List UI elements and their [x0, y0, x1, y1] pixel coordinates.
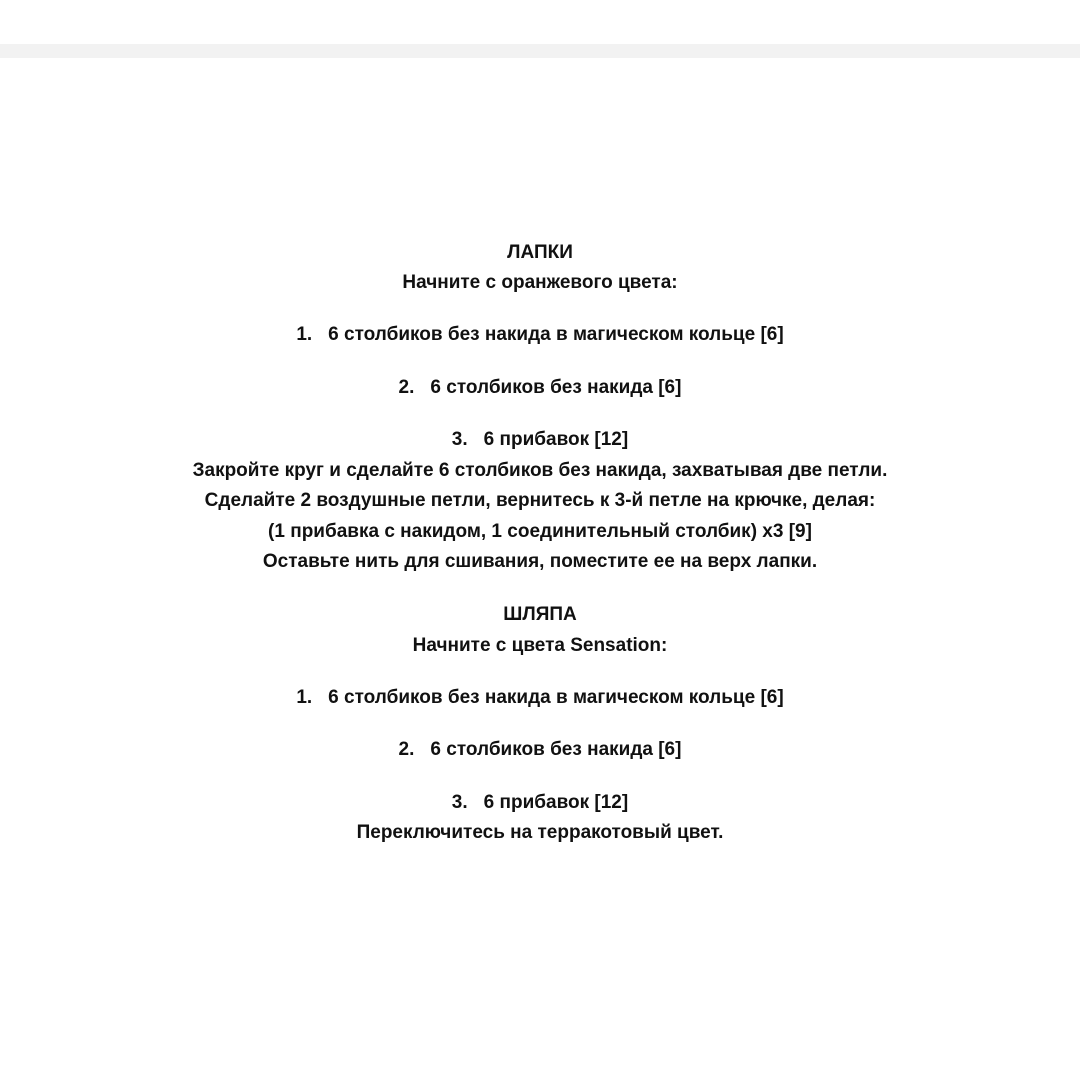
list-item: [0, 323, 1080, 347]
section-title-lapki: ЛАПКИ: [507, 242, 573, 263]
list-item-text: 6 столбиков без накида [6]: [430, 377, 682, 398]
list-item-text: 6 столбиков без накида в магическом кольце [6]: [328, 687, 784, 708]
list-number: 3.: [451, 429, 468, 450]
instruction-text: (1 прибавка с накидом, 1 соединительный столбик) x3 [9]: [268, 521, 812, 542]
list-number: 1.: [296, 687, 313, 708]
list-item: [0, 791, 1080, 815]
list-item: [0, 376, 1080, 400]
section-subtitle-lapki: Начните с оранжевого цвета:: [402, 272, 678, 293]
instruction-text: Закройте круг и сделайте 6 столбиков без накида, захватывая две петли.: [192, 460, 888, 481]
instruction-text: Переключитесь на терракотовый цвет.: [356, 822, 724, 843]
instruction-text: Оставьте нить для сшивания, поместите ее на верх лапки.: [262, 551, 818, 572]
list-number: 1.: [296, 324, 313, 345]
list-number: 3.: [451, 792, 468, 813]
list-item: [0, 686, 1080, 710]
section-subtitle-shlyapa: Начните с цвета Sensation:: [412, 635, 668, 656]
list-number: 2.: [398, 377, 415, 398]
list-item: [0, 738, 1080, 762]
list-item: [0, 428, 1080, 452]
list-item-text: 6 прибавок [12]: [483, 792, 629, 813]
list-item-text: 6 прибавок [12]: [483, 429, 629, 450]
top-toolbar-strip: [0, 44, 1080, 58]
section-title-shlyapa: ШЛЯПА: [503, 604, 577, 625]
list-number: 2.: [398, 739, 415, 760]
instruction-text: Сделайте 2 воздушные петли, вернитесь к 3-й петле на крючке, делая:: [204, 490, 876, 511]
list-item-text: 6 столбиков без накида [6]: [430, 739, 682, 760]
list-item-text: 6 столбиков без накида в магическом кольце [6]: [328, 324, 784, 345]
